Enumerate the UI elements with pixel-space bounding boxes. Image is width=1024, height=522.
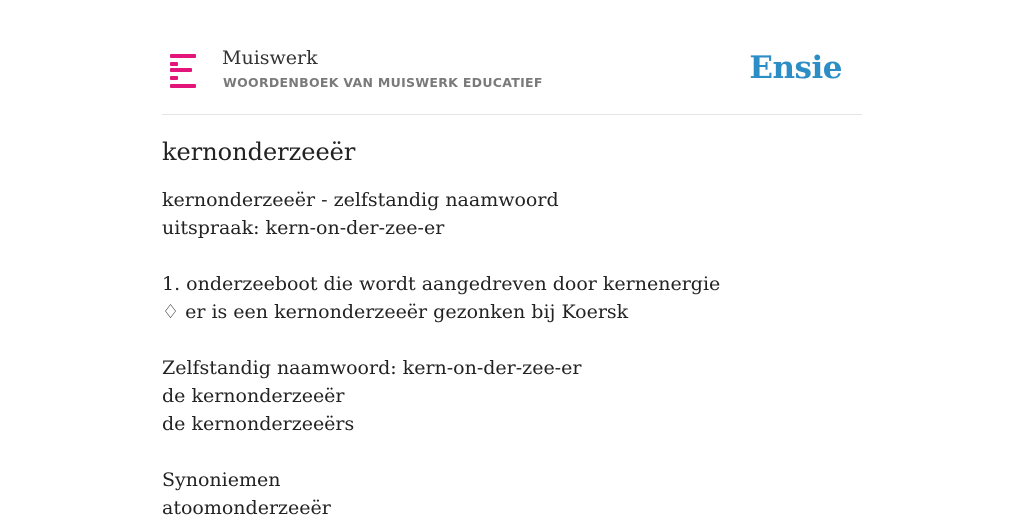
- entry-line: ♢ er is een kernonderzeeër gezonken bij Koersk: [162, 301, 629, 323]
- entry-line: kernonderzeeër - zelfstandig naamwoord: [162, 189, 559, 211]
- logo-bar: [170, 62, 178, 66]
- entry-line: de kernonderzeeër: [162, 385, 345, 407]
- logo-bar: [170, 84, 196, 88]
- site-header: [162, 36, 862, 115]
- entry-line: [162, 326, 862, 354]
- entry-line: uitspraak: kern-on-der-zee-er: [162, 217, 445, 239]
- entry-body: [162, 186, 862, 522]
- logo-bar: [170, 54, 196, 58]
- entry-title: kernonderzeeër: [162, 138, 356, 166]
- entry-line: Zelfstandig naamwoord: kern-on-der-zee-er: [162, 357, 582, 379]
- entry-line: [162, 438, 862, 466]
- entry-content: [162, 136, 862, 522]
- logo-bar: [170, 68, 192, 72]
- entry-line: Synoniemen: [162, 469, 281, 491]
- entry-line: atoomonderzeeër: [162, 497, 331, 519]
- entry-line: [162, 242, 862, 270]
- site-subtitle: WOORDENBOEK VAN MUISWERK EDUCATIEF: [223, 75, 543, 90]
- muiswerk-logo-icon[interactable]: [170, 54, 200, 88]
- ensie-brand-link[interactable]: Ensie: [749, 50, 842, 86]
- entry-line: de kernonderzeeërs: [162, 413, 355, 435]
- entry-line: 1. onderzeeboot die wordt aangedreven door kernenergie: [162, 273, 721, 295]
- logo-bar: [170, 76, 178, 80]
- site-name-link[interactable]: Muiswerk: [222, 47, 318, 69]
